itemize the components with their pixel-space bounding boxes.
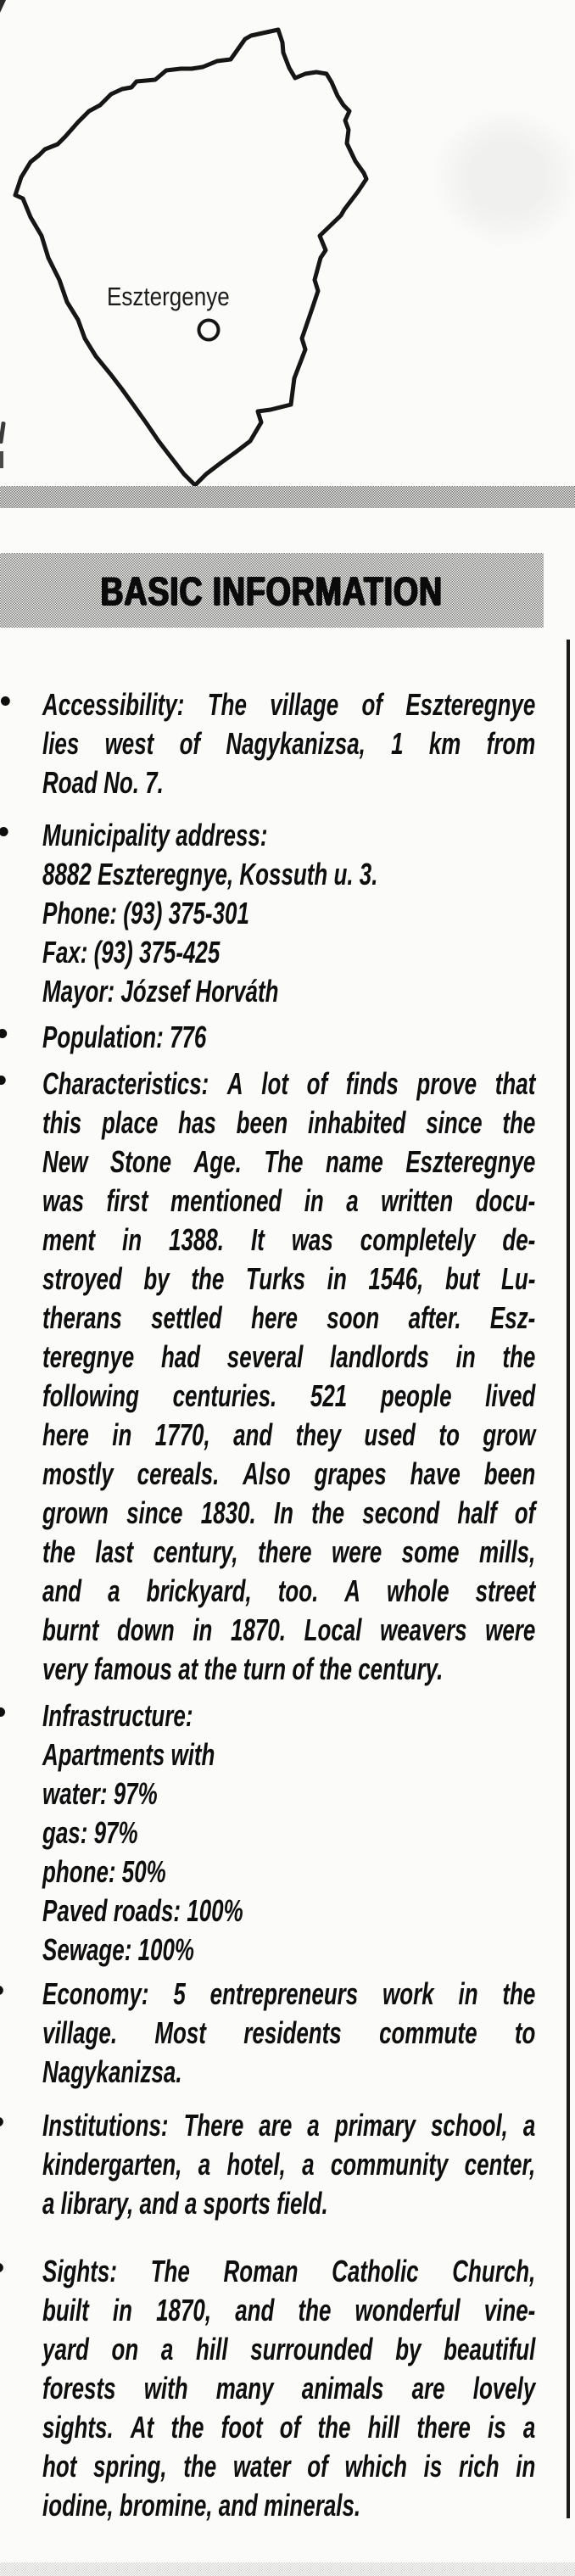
word: settled	[151, 1300, 222, 1335]
word: this	[42, 1105, 82, 1140]
word: is	[423, 2449, 443, 2484]
word: that	[494, 1066, 536, 1101]
bullet-marker	[0, 1076, 6, 1085]
text-line	[42, 2014, 535, 2053]
body-text-column	[42, 685, 535, 2525]
word: and	[42, 1573, 82, 1608]
word: therans	[42, 1300, 122, 1335]
word: completely	[360, 1222, 476, 1257]
text-line: Municipality address:	[42, 818, 268, 852]
word: foot	[221, 2410, 263, 2445]
word: Institutions:	[42, 2108, 169, 2143]
text-line: Road No. 7.	[42, 765, 164, 800]
word: It	[250, 1222, 265, 1257]
word: some	[401, 1534, 460, 1569]
word: to	[438, 1417, 460, 1452]
word: a	[108, 1573, 120, 1608]
text-line	[42, 1143, 535, 1182]
word: inhabited	[308, 1105, 406, 1140]
word: west	[104, 726, 154, 761]
bullet-marker	[0, 1029, 7, 1038]
word: here	[251, 1300, 298, 1335]
word: to	[514, 2015, 536, 2050]
word: people	[380, 1378, 452, 1413]
word: Catholic	[332, 2254, 419, 2288]
word: soon	[327, 1300, 380, 1335]
section-header-title: BASIC INFORMATION	[100, 567, 444, 613]
word: the	[502, 1339, 536, 1374]
word: animals	[301, 2371, 384, 2406]
word: lot	[261, 1066, 289, 1101]
text-line	[42, 1338, 535, 1377]
word: Lu-	[500, 1261, 536, 1296]
word: were	[332, 1534, 382, 1569]
bullet-marker	[0, 827, 8, 836]
word: burnt	[42, 1612, 99, 1647]
word: of	[279, 2410, 301, 2445]
word: Most	[154, 2015, 206, 2050]
word: the	[170, 2410, 204, 2445]
word: There	[183, 2108, 244, 2143]
text-line	[42, 1377, 535, 1416]
section-header	[0, 553, 544, 628]
text-line	[42, 1455, 535, 1494]
word: The	[264, 1144, 304, 1179]
scan-edge-artifact	[0, 451, 3, 468]
word: A	[226, 1066, 243, 1101]
word: hill	[367, 2410, 400, 2445]
word: 1388.	[169, 1222, 224, 1257]
word: Turks	[245, 1261, 306, 1296]
text-line: Nagykanizsa.	[42, 2054, 182, 2089]
text-line: iodine, bromine, and minerals.	[42, 2488, 361, 2523]
word: Nagykanizsa,	[226, 726, 366, 761]
word: of	[514, 1495, 536, 1530]
word: docu-	[475, 1183, 536, 1218]
text-line	[42, 2291, 535, 2330]
word: de-	[502, 1222, 536, 1257]
word: in	[112, 2293, 132, 2327]
text-line	[42, 1494, 535, 1533]
word: The	[207, 687, 247, 722]
word: hill	[196, 2332, 228, 2366]
text-line: 8882 Eszteregnye, Kossuth u. 3.	[42, 857, 378, 891]
word: spring,	[93, 2449, 167, 2484]
word: community	[330, 2147, 449, 2182]
word: a	[522, 2108, 536, 2143]
word: water	[232, 2449, 291, 2484]
word: Age.	[193, 1144, 242, 1179]
word: yard	[42, 2332, 89, 2366]
word: hotel,	[226, 2147, 286, 2182]
word: on	[111, 2332, 139, 2366]
word: rich	[458, 2449, 500, 2484]
word: following	[42, 1378, 139, 1413]
word: the	[191, 1261, 225, 1296]
text-line	[42, 1104, 535, 1143]
word: the	[42, 1534, 75, 1569]
word: many	[215, 2371, 274, 2406]
word: Characteristics:	[42, 1066, 209, 1101]
word: the	[317, 2410, 351, 2445]
text-line	[42, 1182, 535, 1221]
word: 1830.	[200, 1495, 256, 1530]
text-line: Apartments with	[42, 1737, 215, 1772]
word: with	[143, 2371, 188, 2406]
word: 1770,	[154, 1417, 210, 1452]
word: was	[42, 1183, 85, 1218]
word: village	[270, 687, 339, 722]
text-line	[42, 1260, 535, 1299]
word: lived	[485, 1378, 536, 1413]
word: and	[233, 1417, 273, 1452]
word: the	[183, 2449, 217, 2484]
word: here	[42, 1417, 89, 1452]
bottom-divider-band	[0, 2562, 575, 2576]
text-line: Sewage: 100%	[42, 1932, 194, 1967]
word: stroyed	[42, 1261, 122, 1296]
text-line	[42, 2252, 535, 2291]
word: km	[428, 726, 461, 761]
word: in	[455, 1339, 476, 1374]
word: in	[516, 2449, 536, 2484]
word: down	[116, 1612, 175, 1647]
word: surrounded	[250, 2332, 373, 2366]
bullet-item-infrastructure	[42, 1696, 535, 1970]
word: after.	[408, 1300, 461, 1335]
bullet-marker	[1, 696, 10, 706]
word: residents	[243, 2015, 342, 2050]
word: Roman	[223, 2254, 299, 2288]
bullet-item-accessibility	[42, 685, 535, 802]
word: prove	[416, 1066, 477, 1101]
word: a	[346, 1183, 359, 1218]
word: had	[160, 1339, 201, 1374]
word: place	[101, 1105, 159, 1140]
text-line	[42, 1572, 535, 1611]
word: been	[483, 1456, 536, 1491]
word: landlords	[330, 1339, 429, 1374]
word: in	[304, 1183, 324, 1218]
text-line	[42, 2447, 535, 2486]
word: ment	[42, 1222, 96, 1257]
word: century,	[153, 1534, 238, 1569]
word: mills,	[478, 1534, 536, 1569]
word: by	[395, 2332, 421, 2366]
word: lies	[42, 726, 80, 761]
text-line: Population: 776	[42, 1020, 207, 1054]
village-boundary-map	[0, 0, 377, 496]
text-line	[42, 685, 535, 724]
text-line: Phone: (93) 375-301	[42, 896, 249, 930]
word: has	[178, 1105, 216, 1140]
word: Economy:	[42, 1976, 149, 2011]
word: 1	[391, 726, 404, 761]
bullet-marker	[0, 2117, 3, 2126]
word: of	[307, 2449, 328, 2484]
word: A	[344, 1573, 361, 1608]
word: in	[327, 1261, 347, 1296]
text-line	[42, 2145, 535, 2184]
text-line: a library, and a sports field.	[42, 2186, 328, 2221]
divider-band	[0, 486, 575, 508]
word: from	[486, 726, 536, 761]
word: brickyard,	[146, 1573, 252, 1608]
word: mentioned	[170, 1183, 282, 1218]
word: Sights:	[42, 2254, 117, 2288]
word: Local	[304, 1612, 362, 1647]
word: they	[295, 1417, 342, 1452]
word: too.	[277, 1573, 319, 1608]
word: street	[475, 1573, 536, 1608]
word: the	[311, 1495, 345, 1530]
word: built	[42, 2293, 89, 2327]
word: in	[112, 1417, 132, 1452]
word: grown	[42, 1495, 109, 1530]
word: mostly	[42, 1456, 114, 1491]
word: a	[307, 2108, 320, 2143]
word: vine-	[483, 2293, 536, 2327]
word: weavers	[380, 1612, 467, 1647]
word: half	[457, 1495, 497, 1530]
text-line	[42, 1533, 535, 1572]
word: whole	[387, 1573, 449, 1608]
word: teregnye	[42, 1339, 135, 1374]
village-outline	[15, 30, 366, 485]
word: sights.	[42, 2410, 114, 2445]
word: forests	[42, 2371, 116, 2406]
word: 5	[173, 1976, 186, 2011]
word: beautiful	[444, 2332, 536, 2366]
word: since	[426, 1105, 483, 1140]
word: Stone	[109, 1144, 172, 1179]
word: since	[126, 1495, 183, 1530]
text-line: Paved roads: 100%	[42, 1893, 243, 1928]
word: and	[235, 2293, 275, 2327]
word: school,	[430, 2108, 508, 2143]
word: New	[42, 1144, 88, 1179]
text-line	[42, 1221, 535, 1260]
word: last	[95, 1534, 134, 1569]
bullet-item-economy	[42, 1975, 535, 2092]
word: 521	[310, 1378, 348, 1413]
word: several	[226, 1339, 304, 1374]
word: Eszteregnye	[405, 687, 536, 722]
word: is	[488, 2410, 506, 2445]
word: in	[121, 1222, 142, 1257]
word: finds	[345, 1066, 399, 1101]
word: lovely	[472, 2371, 536, 2406]
word: the	[502, 1976, 536, 2011]
village-location-marker	[199, 321, 219, 340]
word: in	[458, 1976, 478, 2011]
word: In	[273, 1495, 293, 1530]
text-line: Infrastructure:	[42, 1698, 193, 1733]
word: At	[130, 2410, 154, 2445]
text-line	[42, 2106, 535, 2145]
word: work	[382, 1976, 434, 2011]
bullet-marker	[0, 2263, 3, 2272]
word: by	[143, 1261, 170, 1296]
bullet-item-sights	[42, 2252, 535, 2525]
text-line: water: 97%	[42, 1776, 158, 1811]
word: primary	[334, 2108, 416, 2143]
word: 1870,	[156, 2293, 212, 2327]
word: a	[302, 2147, 315, 2182]
text-line	[42, 724, 535, 763]
word: Also	[243, 1456, 291, 1491]
word: 1870.	[231, 1612, 287, 1647]
word: of	[179, 726, 201, 761]
word: first	[106, 1183, 148, 1218]
word: entrepreneurs	[209, 1976, 359, 2011]
bullet-item-population	[42, 1018, 535, 1057]
bullet-item-characteristics	[42, 1064, 535, 1689]
word: hot	[42, 2449, 77, 2484]
scan-shadow-artifact	[434, 109, 575, 246]
text-line	[42, 1416, 535, 1455]
word: Eszteregnye	[405, 1144, 536, 1179]
word: Accessibility:	[42, 687, 185, 722]
word: village.	[42, 2015, 118, 2050]
text-line: Fax: (93) 375-425	[42, 935, 221, 969]
word: but	[445, 1261, 480, 1296]
word: a	[160, 2332, 174, 2366]
word: The	[150, 2254, 190, 2288]
text-line: very famous at the turn of the century.	[42, 1651, 444, 1686]
word: which	[344, 2449, 408, 2484]
text-line	[42, 1299, 535, 1338]
word: are	[411, 2371, 445, 2406]
text-line: gas: 97%	[42, 1815, 138, 1850]
word: wonderful	[354, 2293, 461, 2327]
bullet-item-institutions	[42, 2106, 535, 2223]
word: there	[416, 2410, 471, 2445]
word: second	[362, 1495, 440, 1530]
word: a	[198, 2147, 211, 2182]
word: the	[298, 2293, 332, 2327]
word: centuries.	[172, 1378, 277, 1413]
word: a	[522, 2410, 536, 2445]
word: the	[502, 1105, 536, 1140]
bullet-marker	[0, 1986, 3, 1995]
word: center,	[464, 2147, 536, 2182]
text-line: phone: 50%	[42, 1854, 166, 1889]
word: of	[306, 1066, 328, 1101]
word: grow	[483, 1417, 536, 1452]
word: of	[361, 687, 382, 722]
village-name-label: Esztergenye	[107, 282, 230, 311]
word: there	[258, 1534, 312, 1569]
word: have	[410, 1456, 461, 1491]
page-edge-rule	[567, 640, 570, 2518]
word: been	[236, 1105, 288, 1140]
bullet-item-municipality	[42, 816, 535, 1011]
word: name	[326, 1144, 383, 1179]
word: commute	[379, 2015, 477, 2050]
text-line	[42, 2369, 535, 2408]
word: grapes	[314, 1456, 387, 1491]
word: in	[193, 1612, 213, 1647]
word: were	[485, 1612, 536, 1647]
text-line	[42, 1975, 535, 2014]
word: Church,	[452, 2254, 536, 2288]
bullet-marker	[0, 1707, 5, 1717]
word: are	[259, 2108, 293, 2143]
word: written	[381, 1183, 454, 1218]
word: 1546,	[368, 1261, 424, 1296]
word: Esz-	[489, 1300, 536, 1335]
text-line	[42, 2330, 535, 2369]
word: cereals.	[137, 1456, 220, 1491]
text-line	[42, 2408, 535, 2447]
word: used	[364, 1417, 416, 1452]
word: kindergarten,	[42, 2147, 182, 2182]
text-line	[42, 1064, 535, 1104]
text-line: Mayor: József Horváth	[42, 974, 279, 1009]
text-line	[42, 1611, 535, 1650]
word: was	[291, 1222, 333, 1257]
